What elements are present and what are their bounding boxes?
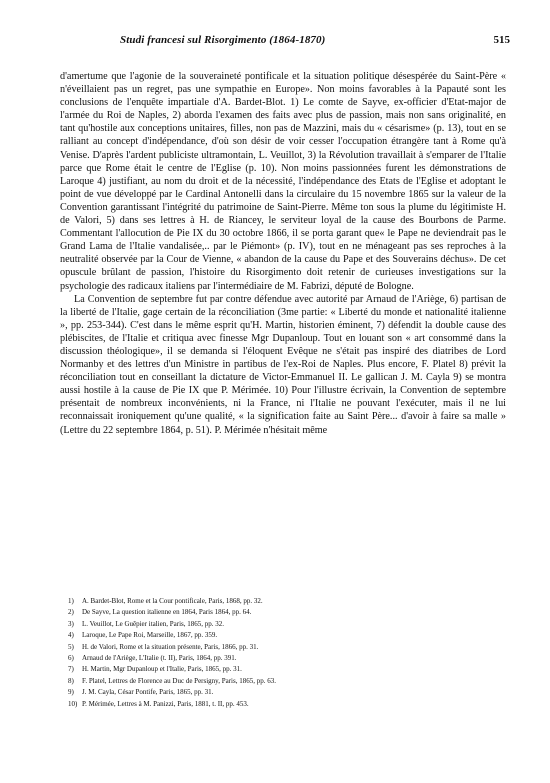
paragraph-2: La Convention de septembre fut par contre défendue avec autorité par Arnaud de l'Ariège, 6) partisan de la liberté de l'Italie, gage certain de la réconciliation (3me partie: « Liberté du monde et nationalité italienne », pp. 253-344). C'est dans le même esprit qu'H. Martin, historien éminent, 7) défendit la double cause des plébiscites, de l'Italie et critiqua avec finesse Mgr Dupanloup. Tout en louant son « art consommé dans la discussion théologique», il se demanda si l'éloquent Evêque ne s'était pas inspiré des diatribes de Lord Normanby et des lettres d'un Ministre in partibus de l'ex-Roi de Naples. Plus encore, F. Platel 8) prévit la réconciliation tout en conseillant la dictature de Victor-Emmanuel II. Le gallican J. M. Cayla 9) se montra aussi hostile à la cause de Pie IX que P. Mérimée. 10) Pour l'illustre écrivain, la Convention de septembre présentait de nombreux inconvénients, ni la France, ni l'Italie ne pouvant l'exécuter, mais il ne lui reconnaissait ironiquement qu'une qualité, « la signification faite au Saint Père... d'avoir à faire sa malle » (Lettre du 22 septembre 1864, p. 51). P. Mérimée n'hésitait même: [60, 293, 506, 436]
page-header: [60, 34, 510, 52]
footnote-text: Arnaud de l'Ariège, L'Italie (t. II), Paris, 1864, pp. 391.: [82, 654, 237, 663]
footnote-number: 6): [68, 654, 74, 663]
footnote-number: 2): [68, 608, 74, 617]
footnote: [68, 664, 498, 675]
footnote-number: 10): [68, 699, 78, 708]
footnote-number: 8): [68, 676, 74, 685]
footnote: [68, 676, 498, 687]
footnote-number: 1): [68, 597, 74, 605]
footnote-text: H. Martin, Mgr Dupanloup et l'Italie, Paris, 1865, pp. 31.: [82, 665, 242, 674]
footnote-text: P. Mérimée, Lettres à M. Panizzi, Paris, 1881, t. II, pp. 453.: [82, 699, 249, 708]
footnote-text: H. de Valori, Rome et la situation présente, Paris, 1866, pp. 31.: [82, 642, 259, 651]
footnote-text: J. M. Cayla, César Pontife, Paris, 1865, pp. 31.: [82, 688, 214, 697]
footnote-number: 9): [68, 688, 74, 697]
footnote-number: 3): [68, 619, 74, 628]
footnote: [68, 699, 498, 710]
footnote-text: L. Veuillot, Le Guêpier italien, Paris, 1865, pp. 32.: [82, 619, 224, 628]
footnote: [68, 642, 498, 653]
running-title: Studi francesi sul Risorgimento (1864-1870): [120, 34, 326, 46]
page-number: 515: [493, 34, 510, 46]
body-text: [60, 70, 506, 437]
footnote: [68, 653, 498, 664]
paragraph-1: d'amertume que l'agonie de la souveraineté pontificale et la situation politique désespérée du Saint-Père « n'éveillaient pas un regret, pas une sympathie en Europe». Non moins favorables à la Papauté sont les conclusions de l'enquête impartiale d'A. Bardet-Blot. 1) Le comte de Sayve, ex-officier d'Etat-major de l'armée du Roi de Naples, 2) abordа l'examen des faits avec plus de passion, mais non sans originalité, en tant qu'hostile aux conceptions unitaires, filles, non pas de Mazzini, mais du « césarisme» (p. 13), tout en se ralliant au concept d'indépendance, d'où son désir de voir cesser l'occupation étrangère tant à Rome qu'à Venise. D'après l'ardent publiciste ultramontain, L. Veuillot, 3) la Révolution travaillait à s'emparer de l'Italie parce que Rome était le centre de l'Eglise (p. 10). Non moins passionnées furent les démonstrations de Laroque 4) justifiant, au nom du droit et de la nécessité, l'indépendance des Etats de l'Eglise et adoptant le point de vue développé par le Cardinal Antonelli dans la circulaire du 15 novembre 1865 sur la valeur de la Convention garantissant l'intégrité du patrimoine de Saint-Pierre. Même ton sous la plume du légitimiste H. de Valori, 5) dans ses lettres à H. de Riancey, le serviteur loyal de la cause des Bourbons de Parme. Commentant l'allocution de Pie IX du 30 octobre 1866, il se porta garant que« le Pape ne deviendrait pas le Grand Lama de l'Italie vandalisée,.. par le Piémont» (p. IV), tout en ne ménageant pas ses reproches à la neutralité observée par la Cour de Vienne, « abandon de la cause du Pape et des Souverains déchus». De cet opuscule brûlant de passion, l'histoire du Risorgimento doit retenir de curieuses investigations sur la psychologie des radicaux italiens par l'intermédiaire de M. Fabrizi, député de Bologne.: [60, 71, 506, 292]
footnote: [68, 596, 498, 607]
footnote: [68, 687, 498, 698]
footnote-text: F. Platel, Lettres de Florence au Duc de Persigny, Paris, 1865, pp. 63.: [82, 676, 276, 685]
footnote: [68, 607, 498, 618]
footnote: [68, 619, 498, 630]
footnote-number: 5): [68, 642, 74, 651]
footnote-number: 4): [68, 631, 74, 640]
footnote-text: A. Bardet-Blot, Rome et la Cour pontificale, Paris, 1868, pp. 32.: [82, 597, 263, 605]
footnote-text: De Sayve, La question italienne en 1864, Paris 1864, pp. 64.: [82, 608, 252, 617]
footnote-number: 7): [68, 665, 74, 674]
footnotes: [68, 596, 498, 710]
footnote: [68, 630, 498, 641]
footnote-text: Laroque, Le Pape Roi, Marseille, 1867, pp. 359.: [82, 631, 218, 640]
